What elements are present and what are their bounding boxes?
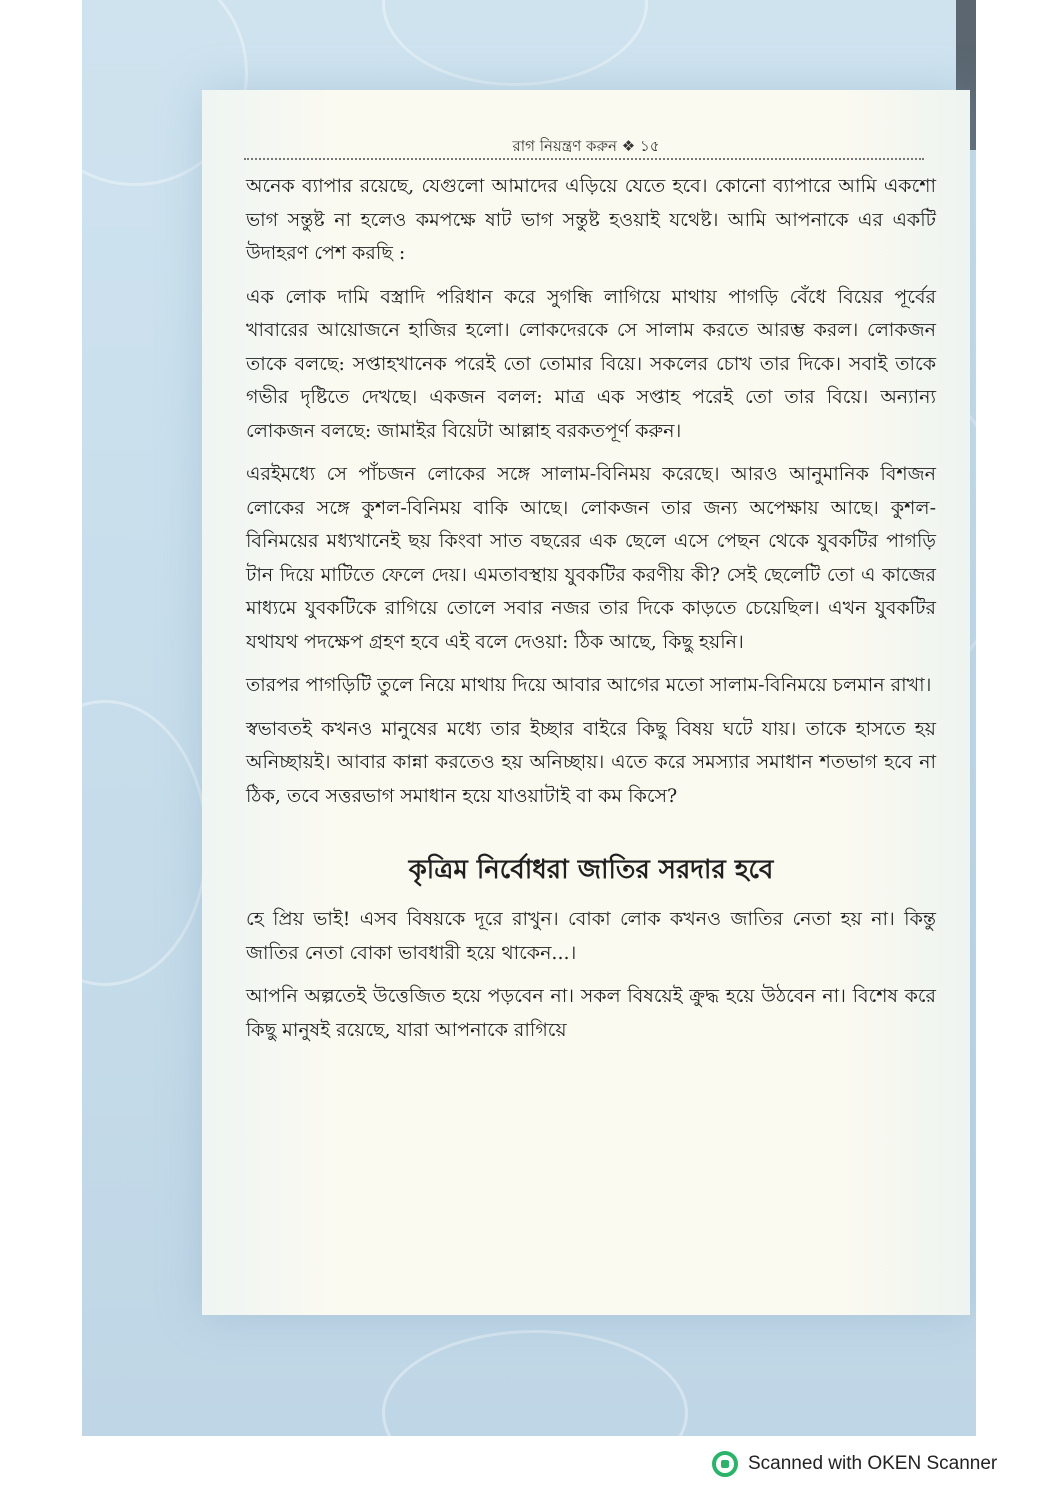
text-panel [202, 90, 970, 1315]
ornament-decoration [382, 1330, 688, 1436]
oken-scanner-logo-icon [712, 1451, 738, 1477]
scanner-watermark [712, 1450, 997, 1478]
paragraph: এরইমধ্যে সে পাঁচজন লোকের সঙ্গে সালাম-বিনিময় করেছে। আরও আনুমানিক বিশজন লোকের সঙ্গে কুশল-বিনিময় বাকি আছে। লোকজন তার জন্য অপেক্ষায় আছে। কুশল-বিনিময়ের মধ্যখানেই ছয় কিংবা সাত বছরের এক ছেলে এসে পেছন থেকে যুবকটির পাগড়ি টান দিয়ে মাটিতে ফেলে দেয়। এমতাবস্থায় যুবকটির করণীয় কী? সেই ছেলেটি তো এ কাজের মাধ্যমে যুবকটিকে রাগিয়ে তোলে সবার নজর তার দিকে কাড়তে চেয়েছিল। এখন যুবকটির যথাযথ পদক্ষেপ গ্রহণ হবে এই বলে দেওয়া: ঠিক আছে, কিছু হয়নি। [246, 463, 936, 653]
paragraph: হে প্রিয় ভাই! এসব বিষয়কে দূরে রাখুন। বোকা লোক কখনও জাতির নেতা হয় না। কিন্তু জাতির নেতা বোকা ভাবধারী হয়ে থাকেন...। [246, 908, 936, 964]
ornament-decoration [82, 700, 208, 986]
paragraph: এক লোক দামি বস্ত্রাদি পরিধান করে সুগন্ধি লাগিয়ে মাথায় পাগড়ি বেঁধে বিয়ের পূর্বের খাবারের আয়োজনে হাজির হলো। লোকদেরকে সে সালাম করতে আরম্ভ করল। লোকজন তাকে বলছে: সপ্তাহখানেক পরেই তো তোমার বিয়ে। সকলের চোখ তার দিকে। সবাই তাকে গভীর দৃষ্টিতে দেখছে। একজন বলল: মাত্র এক সপ্তাহ পরেই তো তার বিয়ে। অন্যান্য লোকজন বলছে: জামাইর বিয়েটা আল্লাহ বরকতপূর্ণ করুন। [246, 285, 936, 442]
page-body [246, 170, 936, 1057]
paragraph: অনেক ব্যাপার রয়েছে, যেগুলো আমাদের এড়িয়ে যেতে হবে। কোনো ব্যাপারে আমি একশো ভাগ সন্তুষ্ট না হলেও কমপক্ষে ষাট ভাগ সন্তুষ্ট হওয়াই যথেষ্ট। আমি আপনাকে এর একটি উদাহরণ পেশ করছি : [246, 175, 936, 264]
paragraph: তারপর পাগড়িটি তুলে নিয়ে মাথায় দিয়ে আবার আগের মতো সালাম-বিনিময়ে চলমান রাখা। [246, 674, 932, 696]
ornament-decoration [382, 0, 648, 86]
header-divider [244, 158, 924, 160]
section-heading: কৃত্রিম নির্বোধরা জাতির সরদার হবে [408, 855, 774, 885]
paragraph: আপনি অল্পতেই উত্তেজিত হয়ে পড়বেন না। সকল বিষয়েই ক্রুদ্ধ হয়ে উঠবেন না। বিশেষ করে কিছু মানুষই রয়েছে, যারা আপনাকে রাগিয়ে [246, 985, 936, 1041]
scanned-page [82, 0, 976, 1436]
watermark-label: Scanned with OKEN Scanner [748, 1453, 998, 1474]
running-header: রাগ নিয়ন্ত্রণ করুন ❖ ১৫ [512, 137, 660, 155]
paragraph: স্বভাবতই কখনও মানুষের মধ্যে তার ইচ্ছার বাইরে কিছু বিষয় ঘটে যায়। তাকে হাসতে হয় অনিচ্ছায়ই। আবার কান্না করতেও হয় অনিচ্ছায়। এতে করে সমস্যার সমাধান শতভাগ হবে না ঠিক, তবে সত্তরভাগ সমাধান হয়ে যাওয়াটাই বা কম কিসে? [246, 717, 936, 807]
